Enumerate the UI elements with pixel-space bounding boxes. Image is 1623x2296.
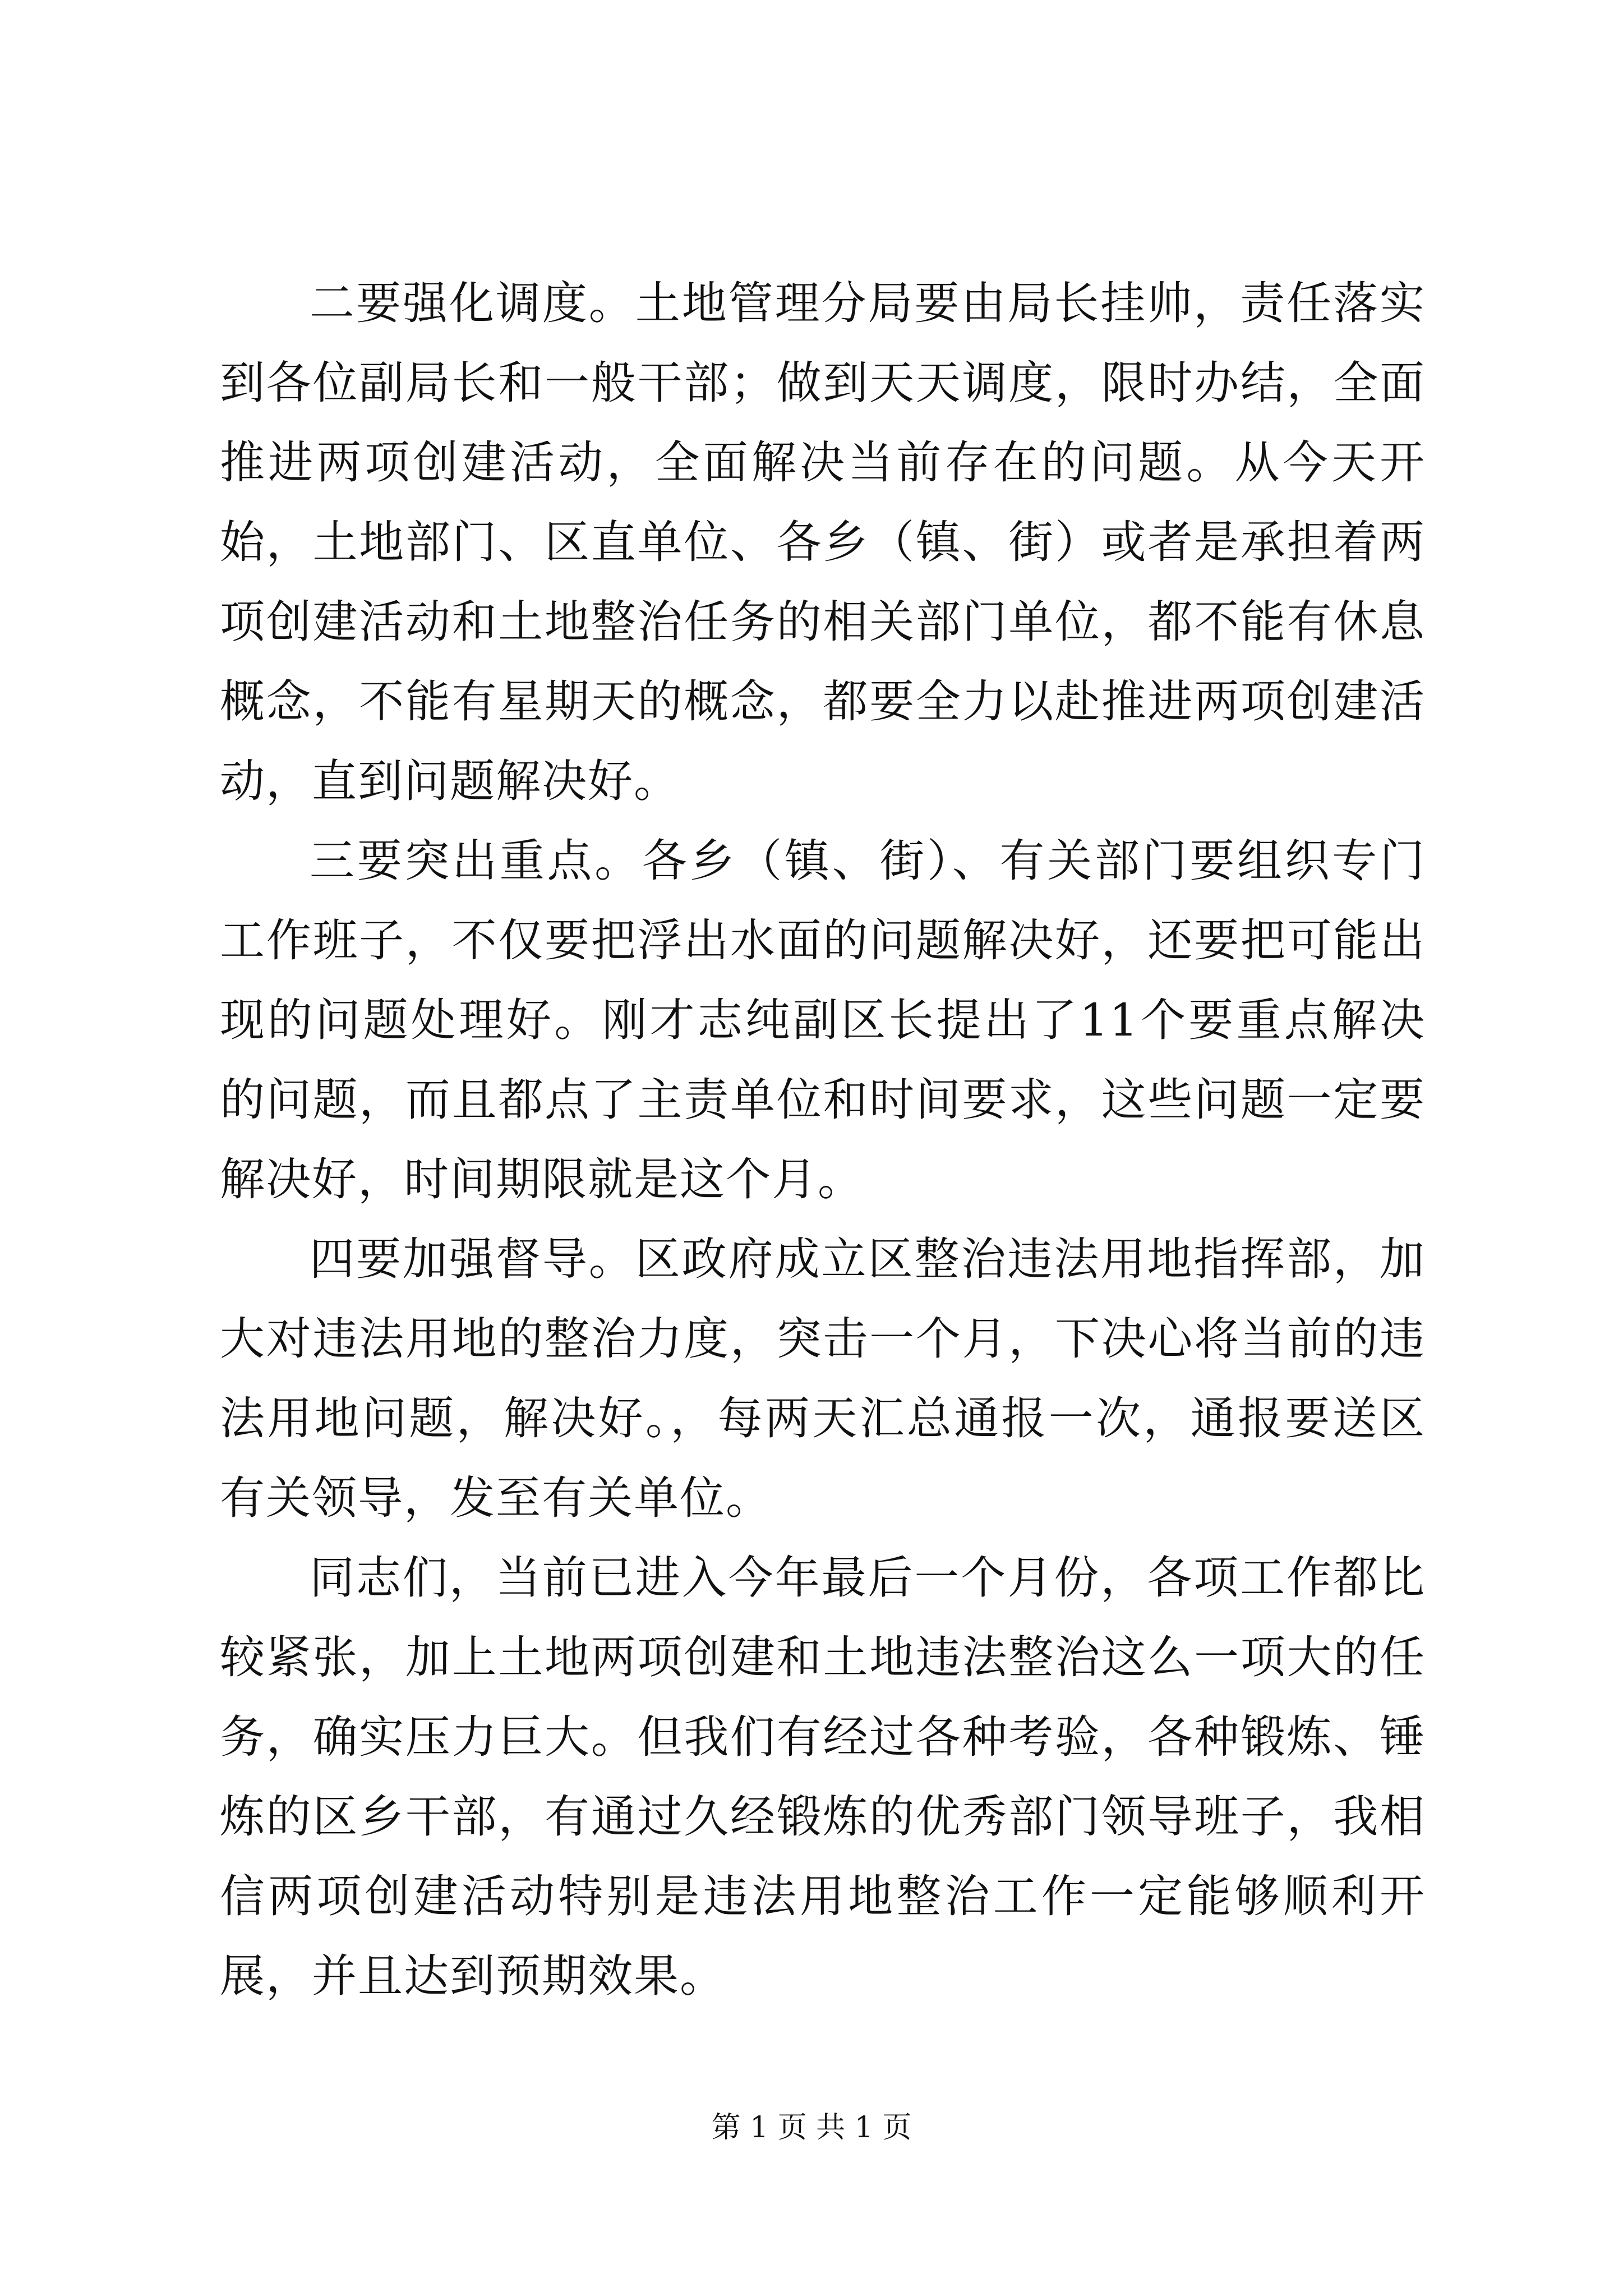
paragraph-key-points: 三要突出重点。各乡（镇、街）、有关部门要组织专门工作班子，不仅要把浮出水面的问题解决好，还要把可能出现的问题处理好。刚才志纯副区长提出了11个要重点解决的问题，而且都点了主责单位和时间要求，这些问题一定要解决好，时间期限就是这个月。: [220, 835, 1426, 1205]
paragraph-closing: 同志们，当前已进入今年最后一个月份，各项工作都比较紧张，加上土地两项创建和土地违法整治这么一项大的任务，确实压力巨大。但我们有经过各种考验，各种锻炼、锤炼的区乡干部，有通过久经锻炼的优秀部门领导班子，我相信两项创建活动特别是违法用地整治工作一定能够顺利开展，并且达到预期效果。: [220, 1552, 1426, 2002]
page-number-footer: 第 1 页 共 1 页: [711, 2111, 912, 2145]
paragraph-dispatch: 二要强化调度。土地管理分局要由局长挂帅，责任落实到各位副局长和一般干部；做到天天调度，限时办结，全面推进两项创建活动，全面解决当前存在的问题。从今天开始，土地部门、区直单位、各乡（镇、街）或者是承担着两项创建活动和土地整治任务的相关部门单位，都不能有休息概念，不能有星期天的概念，都要全力以赴推进两项创建活动，直到问题解决好。: [220, 277, 1426, 807]
paragraph-supervision: 四要加强督导。区政府成立区整治违法用地指挥部，加大对违法用地的整治力度，突击一个月，下决心将当前的违法用地问题，解决好。，每两天汇总通报一次，通报要送区有关领导，发至有关单位。: [220, 1233, 1426, 1524]
document-body: [220, 264, 1426, 2016]
